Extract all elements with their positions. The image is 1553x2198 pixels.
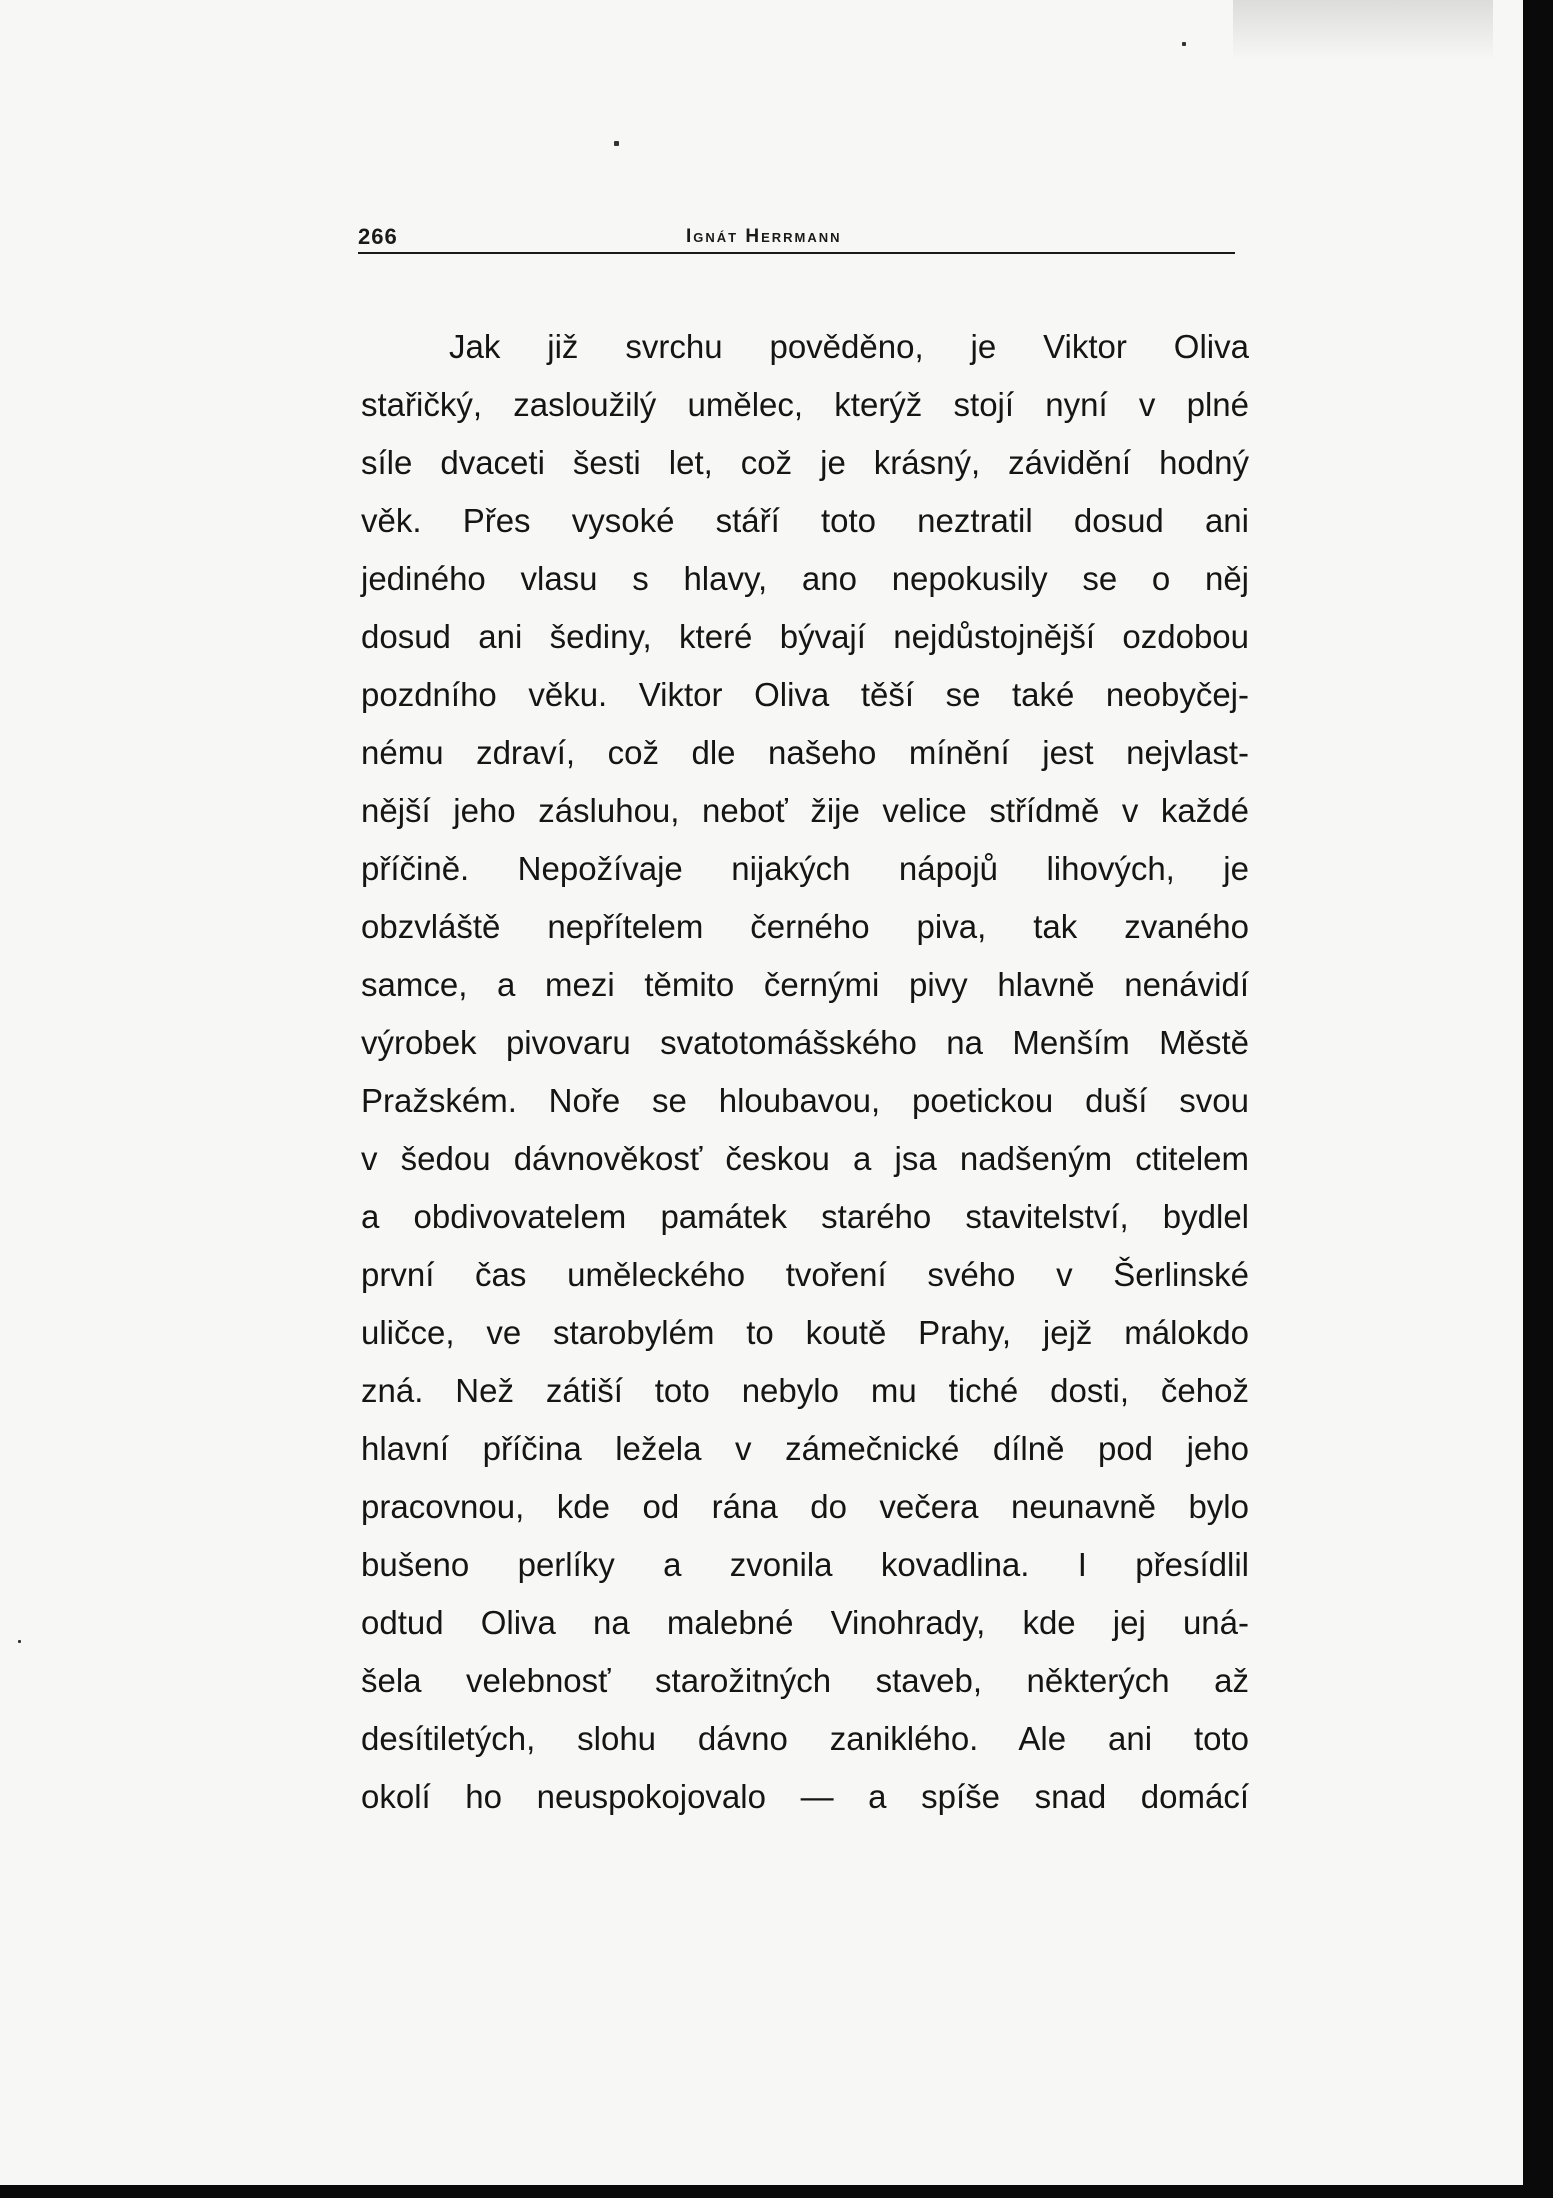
- text-line: nému zdraví, což dle našeho mínění jest nejvlast-: [361, 734, 1249, 771]
- text-line: okolí ho neuspokojovalo — a spíše snad domácí: [361, 1778, 1249, 1815]
- scan-border-bottom: [0, 2185, 1553, 2198]
- text-line: zná. Než zátiší toto nebylo mu tiché dosti, čehož: [361, 1372, 1249, 1409]
- scan-speck: [18, 1640, 21, 1643]
- body-text: [361, 318, 1249, 1826]
- text-line: hlavní příčina ležela v zámečnické dílně pod jeho: [361, 1430, 1249, 1467]
- text-line: odtud Oliva na malebné Vinohrady, kde jej uná-: [361, 1604, 1249, 1641]
- text-line: příčině. Nepožívaje nijakých nápojů lihových, je: [361, 850, 1249, 887]
- text-line: první čas uměleckého tvoření svého v Šerlinské: [361, 1256, 1249, 1293]
- text-line: pozdního věku. Viktor Oliva těší se také neobyčej-: [361, 676, 1249, 713]
- text-line: uličce, ve starobylém to koutě Prahy, jejž málokdo: [361, 1314, 1249, 1351]
- page-header: [358, 222, 1235, 254]
- text-line: Pražském. Noře se hloubavou, poetickou duší svou: [361, 1082, 1249, 1119]
- scan-border-right: [1523, 0, 1553, 2198]
- text-line: obzvláště nepřítelem černého piva, tak zvaného: [361, 908, 1249, 945]
- text-line: dosud ani šediny, které bývají nejdůstojnější ozdobou: [361, 618, 1249, 655]
- text-line: pracovnou, kde od rána do večera neunavně bylo: [361, 1488, 1249, 1525]
- text-line: nější jeho zásluhou, neboť žije velice střídmě v každé: [361, 792, 1249, 829]
- text-line: Jak již svrchu pověděno, je Viktor Oliva: [449, 328, 1249, 365]
- text-line: věk. Přes vysoké stáří toto neztratil dosud ani: [361, 502, 1249, 539]
- text-line: samce, a mezi těmito černými pivy hlavně nenávidí: [361, 966, 1249, 1003]
- text-line: šela velebnosť starožitných staveb, některých až: [361, 1662, 1249, 1699]
- text-line: síle dvaceti šesti let, což je krásný, závidění hodný: [361, 444, 1249, 481]
- text-line: výrobek pivovaru svatotomášského na Menším Městě: [361, 1024, 1249, 1061]
- text-line: v šedou dávnověkosť českou a jsa nadšeným ctitelem: [361, 1140, 1249, 1177]
- text-line: a obdivovatelem památek starého stavitelství, bydlel: [361, 1198, 1249, 1235]
- scan-speck: [1182, 42, 1186, 46]
- scan-speck: [614, 141, 619, 146]
- text-line: stařičký, zasloužilý umělec, kterýž stojí nyní v plné: [361, 386, 1249, 423]
- text-line: desítiletých, slohu dávno zaniklého. Ale ani toto: [361, 1720, 1249, 1757]
- page-number: 266: [358, 224, 398, 249]
- text-line: jediného vlasu s hlavy, ano nepokusily se o něj: [361, 560, 1249, 597]
- running-head: Ignát Herrmann: [686, 226, 842, 247]
- scan-edge-shadow: [1233, 0, 1493, 60]
- text-line: bušeno perlíky a zvonila kovadlina. I přesídlil: [361, 1546, 1249, 1583]
